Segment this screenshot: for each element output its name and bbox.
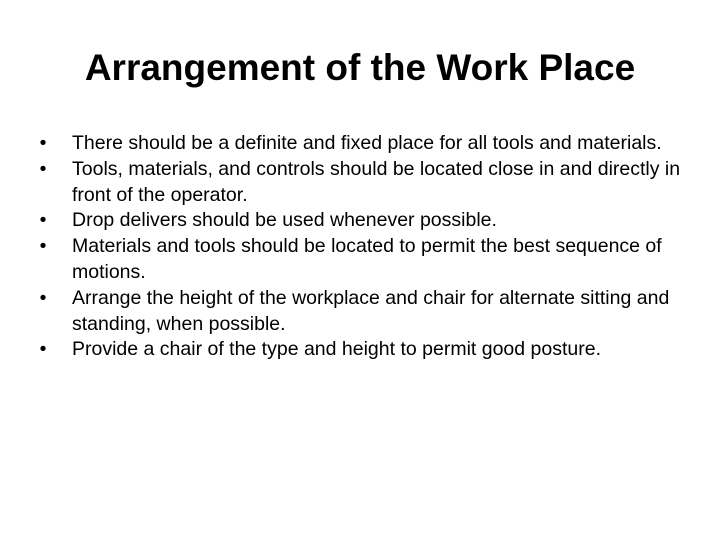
bullet-icon: •: [39, 338, 47, 361]
bullet-item: [36, 337, 696, 363]
bullet-text: Materials and tools should be located to permit the best sequence of motions.: [72, 235, 662, 283]
bullet-icon: •: [39, 157, 47, 180]
bullet-item: [36, 234, 696, 286]
bullet-item: [36, 208, 696, 234]
bullet-text: Drop delivers should be used whenever possible.: [72, 209, 497, 232]
bullet-text: There should be a definite and fixed place for all tools and materials.: [72, 132, 662, 154]
bullet-text: Provide a chair of the type and height to permit good posture.: [72, 338, 601, 361]
bullet-icon: •: [39, 286, 47, 309]
bullet-icon: •: [39, 235, 47, 258]
bullet-icon: •: [39, 209, 47, 232]
bullet-item: [36, 286, 696, 338]
bullet-text: Arrange the height of the workplace and chair for alternate sitting and standing, when possible.: [72, 286, 670, 335]
bullet-icon: •: [39, 132, 47, 154]
slide-title: Arrangement of the Work Place: [84, 47, 636, 88]
bullet-item: [36, 157, 696, 209]
bullet-list: [36, 131, 696, 363]
bullet-text: Tools, materials, and controls should be located close in and directly in front of the operator.: [72, 157, 681, 206]
bullet-item: [36, 131, 696, 157]
